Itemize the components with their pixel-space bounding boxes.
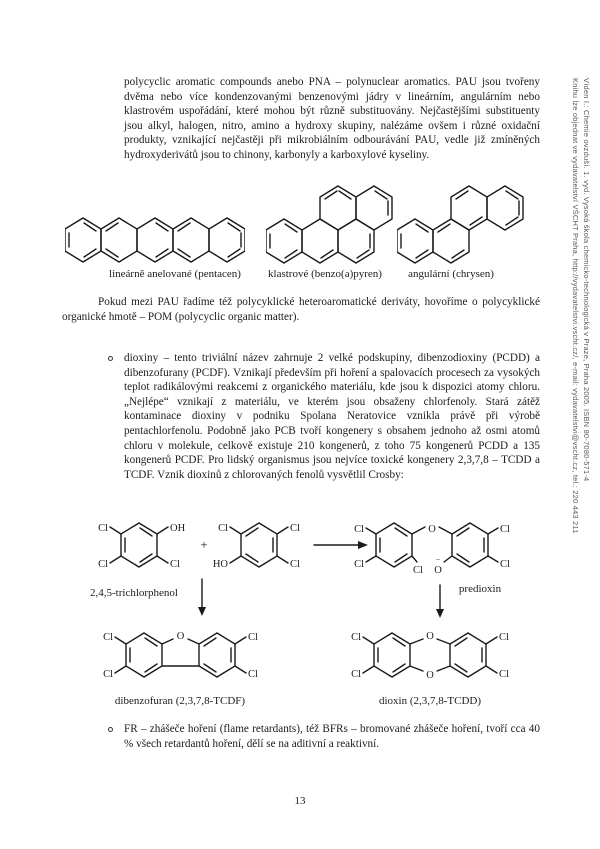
atom-label-ho: HO (212, 559, 228, 570)
paragraph-pom: Pokud mezi PAU řadíme též polycyklické heteroaromatické deriváty, hovoříme o polycyklické organické hmotě – POM (polycyclic organic matter). (62, 296, 540, 323)
atom-label-cl: Cl (499, 669, 509, 680)
tcdf-caption: dibenzofuran (2,3,7,8-TCDF) (114, 695, 246, 707)
trichlorphenol-a-structure (98, 523, 186, 570)
predioxin-structure (354, 523, 510, 576)
sidebar-citation (570, 78, 592, 534)
atom-label-cl: Cl (98, 559, 108, 570)
tcdd-caption: dioxin (2,3,7,8-TCDD) (378, 695, 482, 707)
benzene-ring-row (65, 218, 245, 262)
sidebar-ordering-line: Knihu lze objednat ve vydavatelství VŠCHT Praha, http://vydavatelstvi.vscht.cz/, e-mail: vydavatelstvi@vscht.cz, tel.: 220 443 211 (571, 78, 580, 534)
angular-ring-chain (397, 186, 523, 263)
atom-label-cl: Cl (170, 559, 180, 570)
list-item-dioxins-text: dioxiny – tento triviální název zahrnuje 2 velké podskupiny, dibenzodioxiny (PCDD) a dibenzofurany (PCDF). Vznikají především při hoření a spalovacích procesech za vysokých teplot radikálovými reakcemi z organického materiálu, kde jsou k dispozici atomy chloru. „Nejlépe“ vznikají z materiálu, ve kterém jsou obsaženy chlorfenoly. Stará zátěž kontaminace dioxiny v podniku Spolana Neratovice vznikla právě při výrobě pentachlorfenolu. Podobně jako PCB tvoří kongenery s obsahem jednoho až osmi atomů chloru v molekule, celkově existuje 210 kongenerů, z toho 75 kongenerů PCDD a 135 kongenerů PCDF. Pro lidský organismus jsou nejvíce toxické kongenery 2,3,7,8 – TCDD a TCDF. Vznik dioxinů z chlorovaných fenolů vysvětlil Crosby: (124, 352, 540, 481)
page-number: 13 (294, 795, 306, 807)
pentacene-caption: lineárně anelované (pentacen) (109, 268, 241, 280)
atom-label-cl: Cl (413, 565, 423, 576)
atom-label-o: O (426, 631, 434, 642)
benzo-a-pyrene-structure (266, 184, 393, 264)
list-item-flame-retardants (62, 722, 540, 751)
atom-label-o: O (176, 631, 185, 642)
predioxin-caption: predioxin (458, 583, 502, 595)
atom-label-cl: Cl (248, 669, 258, 680)
down-arrow-icon (198, 579, 206, 616)
atom-label-oh: OH (170, 523, 186, 534)
trichlorphenol-caption: 2,4,5-trichlorphenol (90, 587, 178, 599)
chrysene-caption: angulární (chrysen) (408, 268, 494, 280)
list-item-fr-text: FR – zhášeče hoření (flame retardants), též BFRs – bromované zhášeče hoření, tvoří cca 40 % všech retardantů hoření, dělí se na aditivní a reaktivní. (124, 723, 540, 750)
atom-label-cl: Cl (499, 632, 509, 643)
tcdd-structure (351, 631, 509, 681)
atom-label-cl: Cl (290, 523, 300, 534)
atom-label-cl: Cl (354, 524, 364, 535)
right-arrow-icon (314, 541, 368, 549)
atom-label-cl: Cl (98, 523, 108, 534)
benzopyrene-caption: klastrové (benzo(a)pyren) (268, 268, 382, 280)
pentacene-structure (65, 216, 245, 264)
atom-label-cl: Cl (351, 669, 361, 680)
atom-label-cl: Cl (103, 669, 113, 680)
chrysene-structure (397, 184, 524, 264)
atom-label-o-minus: O (434, 565, 442, 576)
tcdf-structure (103, 631, 258, 680)
down-arrow-icon (436, 585, 444, 618)
figure-dioxin-formation-bottom (62, 620, 540, 712)
list-item-dioxins (62, 351, 540, 482)
atom-label-cl: Cl (248, 632, 258, 643)
atom-label-cl: Cl (103, 632, 113, 643)
fused-ring-cluster (266, 186, 392, 263)
paragraph-pau-intro: polycyclic aromatic compounds anebo PNA – polynuclear aromatics. PAU jsou tvořeny dvěma nebo více kondenzovanými benzenovými jádry v lineárním, angulárním nebo klastrovém uspořádání, které mohou být různě substituovány. Nejčastějšími substituenty jsou alkyl, halogen, nitro, amino a hydroxy skupiny, nalézáme ovšem i různé oxidační produkty, vznikající nejčastěji při mikrobiálním odbourávání PAU, vedle již zmíněných hydroxyderivátů jsou to chinony, karbonyly a karboxylové kyseliny. (124, 76, 540, 161)
atom-label-o: O (426, 670, 434, 681)
reaction-scheme-2 (62, 620, 540, 712)
plus-sign: + (200, 537, 208, 552)
figure-dioxin-formation-top (62, 515, 540, 620)
atom-label-cl: Cl (354, 559, 364, 570)
circle-bullet-icon (108, 727, 113, 732)
trichlorphenol-b-structure (213, 523, 300, 570)
atom-label-o: O (428, 524, 436, 535)
figure-pah-structures (62, 180, 540, 288)
atom-label-cl: Cl (500, 524, 510, 535)
atom-label-cl: Cl (351, 632, 361, 643)
atom-label-cl: Cl (218, 523, 228, 534)
atom-label-cl: Cl (290, 559, 300, 570)
circle-bullet-icon (108, 356, 113, 361)
reaction-scheme-1 (62, 515, 540, 620)
minus-charge-label: − (435, 555, 441, 564)
atom-label-cl: Cl (500, 559, 510, 570)
sidebar-citation-line: Víden I.: Chemie ovzduší. 1. vyd. Vysoká škola chemicko-technologická v Praze, Praha 2005. ISBN 80-7080-571-4 (582, 78, 591, 482)
